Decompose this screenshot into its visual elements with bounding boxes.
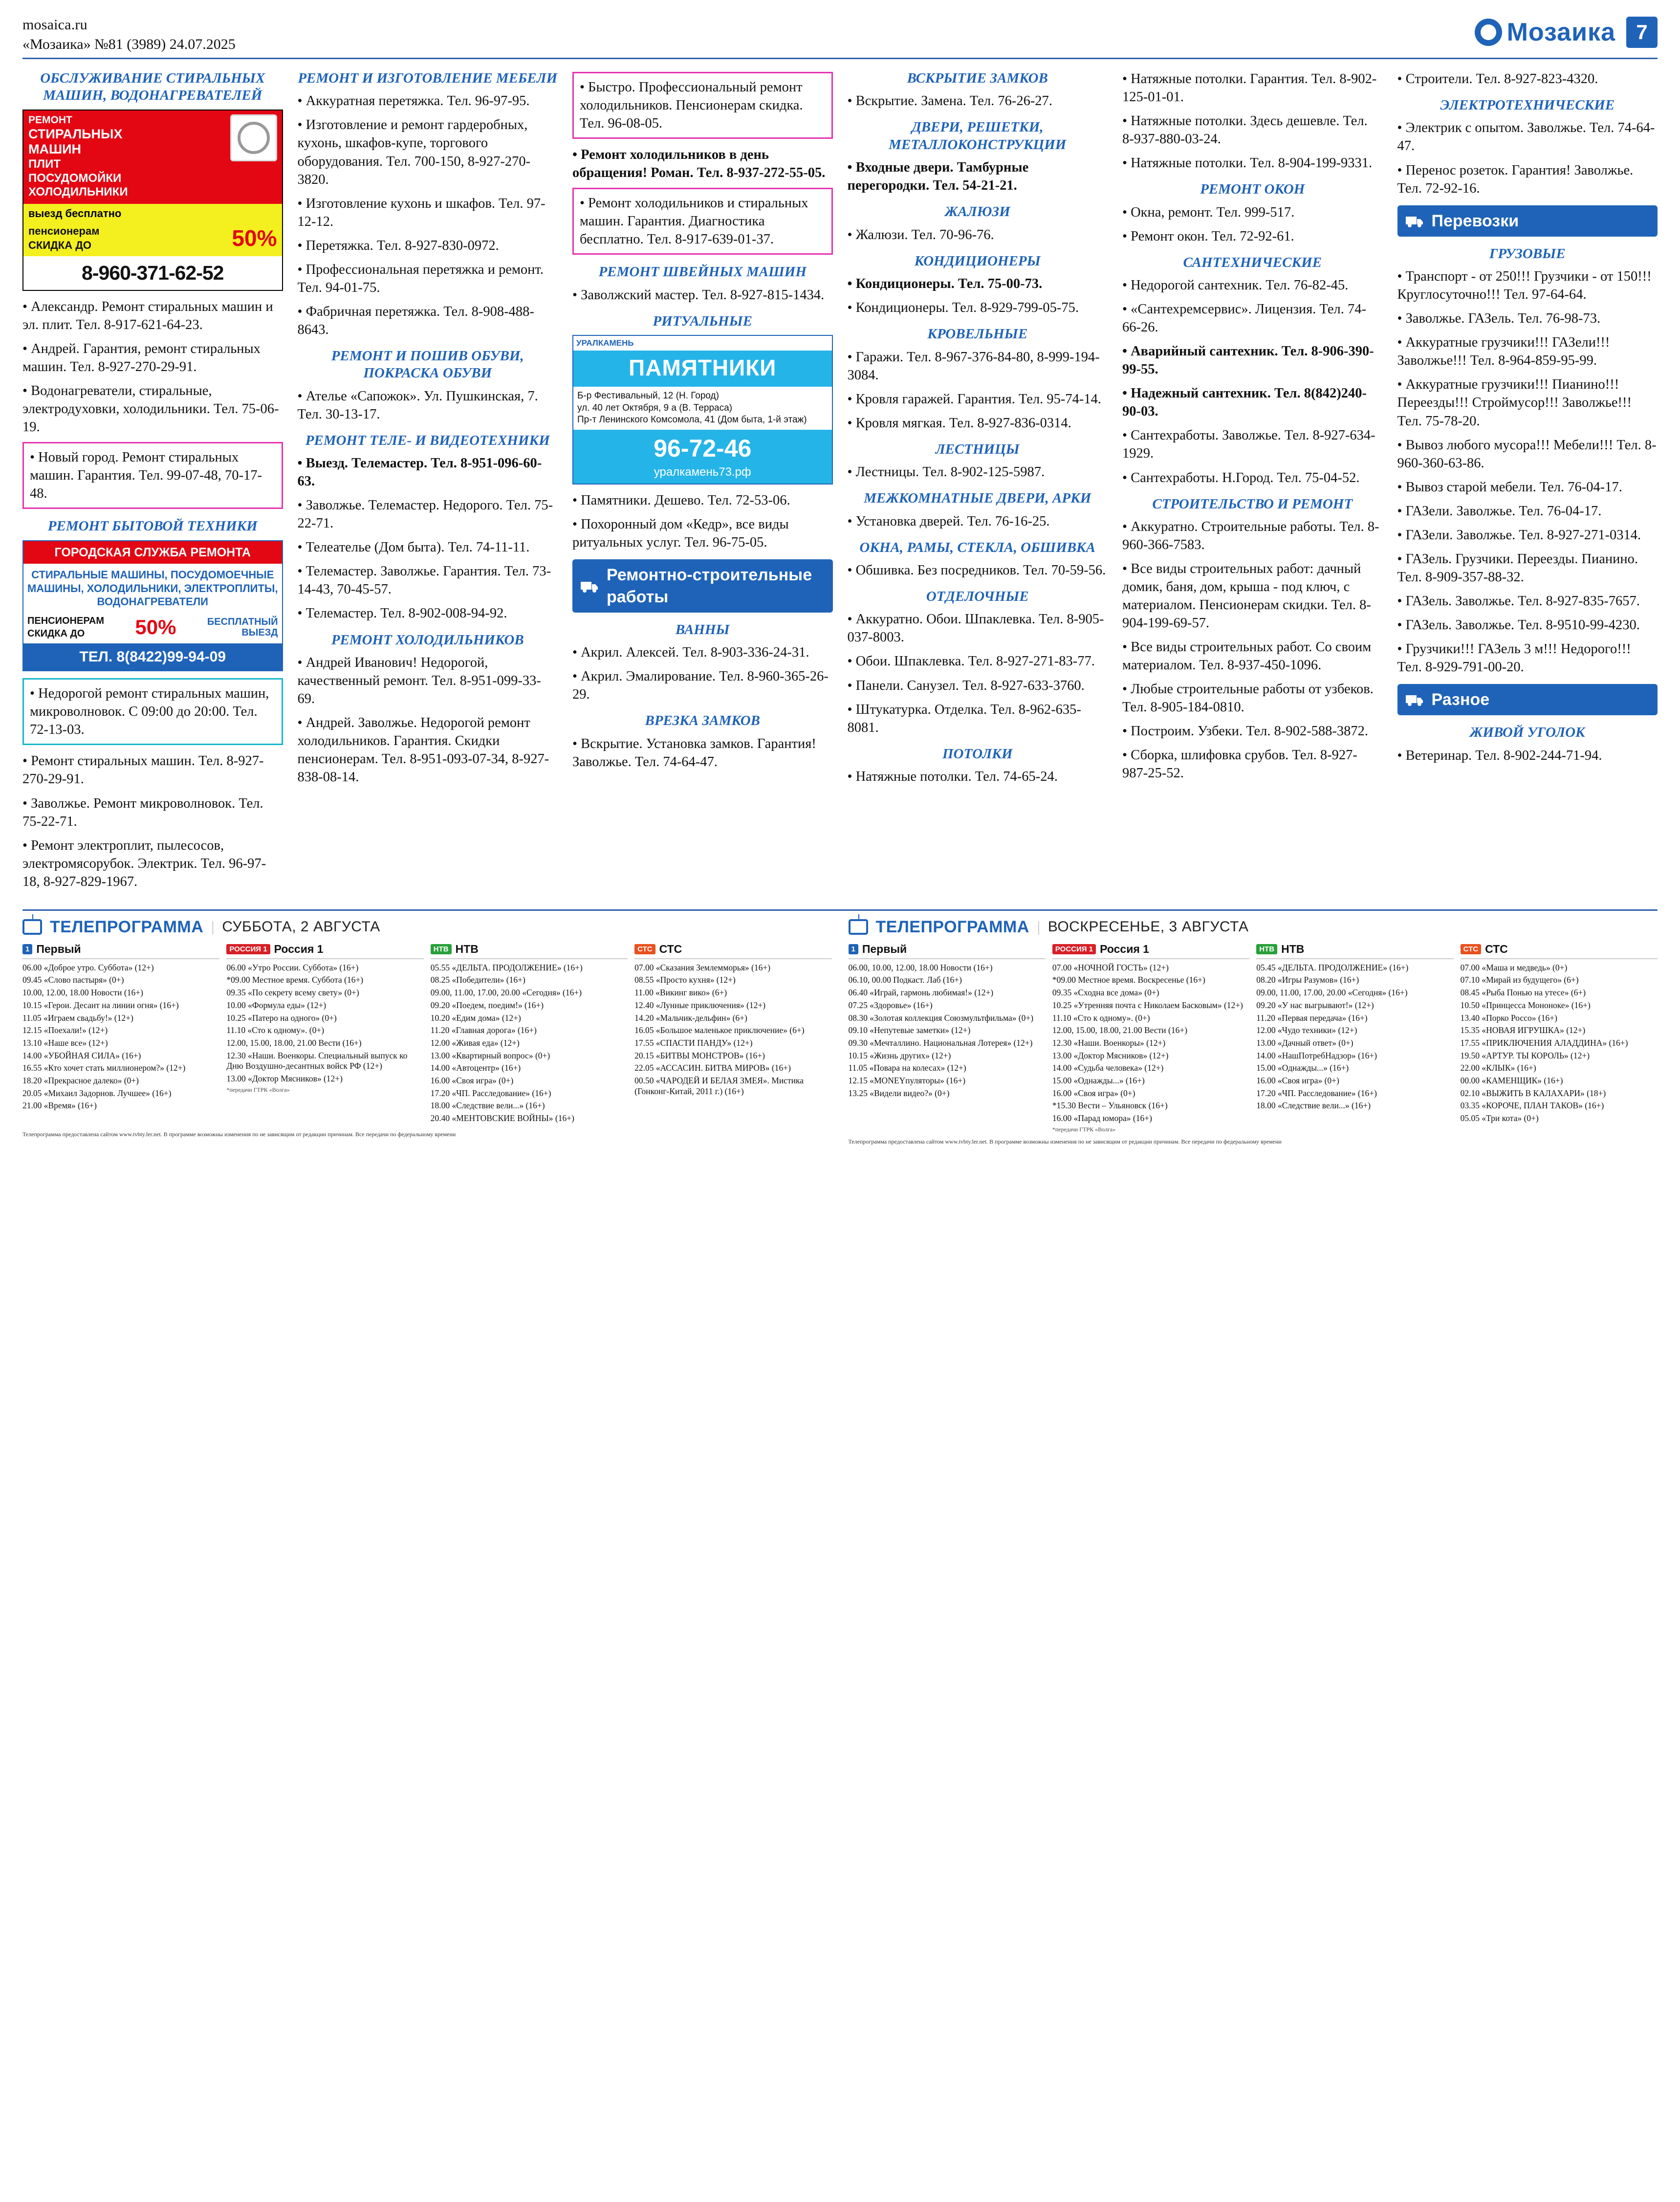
- tv-day-date: ВОСКРЕСЕНЬЕ, 3 АВГУСТА: [1047, 919, 1249, 935]
- tv-listing-item: 14.00 «УБОЙНАЯ СИЛА» (16+): [22, 1050, 141, 1060]
- classified-item: • Жалюзи. Тел. 70-96-76.: [847, 227, 994, 242]
- tv-listing-item: 13.40 «Порко Россо» (16+): [1460, 1013, 1557, 1023]
- classified-item: • Транспорт - от 250!!! Грузчики - от 150!!! Круглосуточно!!! Тел. 97-64-64.: [1397, 269, 1652, 303]
- tv-listing-item: 18.00 «Следствие вели...» (16+): [430, 1101, 545, 1111]
- classified-item: • «Сантехремсервис». Лицензия. Тел. 74-66-26.: [1122, 302, 1366, 335]
- tv-listing-item: 06.10, 00.00 Подкаст. Лаб (16+): [848, 975, 962, 985]
- classified-item: • Кондиционеры. Тел. 75-00-73.: [847, 276, 1043, 292]
- classified-item: • Вскрытие. Установка замков. Гарантия! Заволжье. Тел. 74-64-47.: [572, 736, 816, 770]
- tv-listing-item: 07.00 «Сказания Землемморья» (16+): [634, 962, 771, 972]
- tv-listing-item: 14.00 «Автоцентр» (16+): [430, 1063, 521, 1073]
- tv-listing-item: 21.00 «Время» (16+): [22, 1101, 97, 1111]
- category-heading: РЕМОНТ И ПОШИВ ОБУВИ, ПОКРАСКА ОБУВИ: [331, 348, 524, 381]
- classified-item: • Сантехработы. Н.Город. Тел. 75-04-52.: [1122, 470, 1360, 485]
- classified-item: • Ремонт окон. Тел. 72-92-61.: [1122, 228, 1294, 244]
- tv-listing-item: 02.10 «ВЫЖИТЬ В КАЛАХАРИ» (18+): [1460, 1088, 1606, 1098]
- tv-listing-item: 10.50 «Принцесса Мононоке» (16+): [1460, 1000, 1591, 1010]
- classified-item: • Натяжные потолки. Тел. 74-65-24.: [847, 769, 1058, 785]
- classified-item: • Заволжский мастер. Тел. 8-927-815-1434.: [572, 287, 825, 303]
- tv-listing-item: 09.35 «По секрету всему свету» (0+): [226, 988, 359, 998]
- ad-line-4: ПЛИТ: [28, 157, 61, 171]
- tv-listing-item: 17.20 «ЧП. Расследование» (16+): [430, 1088, 551, 1098]
- classified-item: • Штукатурка. Отделка. Тел. 8-962-635-8081.: [847, 702, 1081, 735]
- tv-listing-item: 09.20 «Поедем, поедим!» (16+): [430, 1000, 544, 1010]
- category-heading: РЕМОНТ ТЕЛЕ- И ВИДЕОТЕХНИКИ: [305, 432, 550, 448]
- classified-column: [22, 70, 283, 897]
- tv-listing-item: 14.00 «Судьба человека» (12+): [1052, 1063, 1164, 1073]
- ad-brand: УРАЛКАМЕНЬ: [576, 338, 634, 348]
- tv-listing-item: 16.55 «Кто хочет стать миллионером?» (12+): [22, 1063, 186, 1073]
- tv-listing-item: 15.35 «НОВАЯ ИГРУШКА» (12+): [1460, 1025, 1586, 1035]
- classified-item: • Перенос розеток. Гарантия! Заволжье. Тел. 72-92-16.: [1397, 162, 1634, 196]
- tv-listing-item: 22.05 «АССАСИН. БИТВА МИРОВ» (16+): [634, 1063, 791, 1073]
- classified-item: • Панели. Санузел. Тел. 8-927-633-3760.: [847, 678, 1085, 693]
- channel-name: Россия 1: [1100, 942, 1149, 955]
- classified-item: • Обшивка. Без посредников. Тел. 70-59-56.: [847, 562, 1106, 578]
- channel-name: Россия 1: [274, 942, 324, 955]
- classified-item: • Входные двери. Тамбурные перегородки. Тел. 54-21-21.: [847, 160, 1029, 194]
- ad-line-5: ПОСУДОМОЙКИ: [28, 171, 122, 185]
- ad-washing-machine-repair: [22, 110, 283, 291]
- classified-item: • Электрик с опытом. Заволжье. Тел. 74-64-47.: [1397, 120, 1655, 154]
- classified-column: [298, 70, 558, 897]
- ad-discount-value: 50%: [135, 615, 176, 639]
- tv-listing-item: 06.00 «Доброе утро. Суббота» (12+): [22, 962, 154, 972]
- category-heading: МЕЖКОМНАТНЫЕ ДВЕРИ, АРКИ: [864, 490, 1091, 506]
- tv-listing-item: 09.45 «Слово пастыря» (0+): [22, 975, 124, 985]
- classified-item: • Памятники. Дешево. Тел. 72-53-06.: [572, 493, 790, 508]
- tv-listing-item: 15.00 «Однажды...» (16+): [1256, 1063, 1349, 1073]
- tv-listing-item: 13.00 «Доктор Мясников» (12+): [1052, 1050, 1169, 1060]
- ad-site: уралкамень73.рф: [654, 465, 751, 479]
- tv-listing-item: 08.25 «Победители» (16+): [430, 975, 525, 985]
- classified-item: • Любые строительные работы от узбеков. Тел. 8-905-184-0810.: [1122, 682, 1374, 715]
- tv-listing-item: 10.25 «Утренняя почта с Николаем Басковым» (12+): [1052, 1000, 1244, 1010]
- category-heading: РЕМОНТ ОКОН: [1200, 181, 1305, 198]
- ad-title: ПАМЯТНИКИ: [629, 355, 777, 381]
- divider: |: [211, 919, 215, 935]
- classified-item: • Кровля гаражей. Гарантия. Тел. 95-74-14.: [847, 391, 1102, 407]
- tv-listing-item: 20.40 «МЕНТОВСКИЕ ВОЙНЫ» (16+): [430, 1113, 574, 1123]
- tv-program-label: ТЕЛЕПРОГРАММА: [50, 917, 204, 936]
- tv-icon: [22, 919, 42, 935]
- ad-body: СТИРАЛЬНЫЕ МАШИНЫ, ПОСУДОМОЕЧНЫЕ МАШИНЫ, ХОЛОДИЛЬНИКИ, ЭЛЕКТРОПЛИТЫ, ВОДОНАГРЕВАТЕЛИ: [23, 564, 282, 613]
- tv-listing-item: 13.10 «Наше все» (12+): [22, 1037, 108, 1048]
- classified-column: [1122, 70, 1383, 897]
- section-banner-label: Перевозки: [1431, 211, 1519, 230]
- channel-logo-icon: СТС: [1461, 944, 1481, 954]
- tv-fine-note: *передачи ГТРК «Волга»: [226, 1086, 290, 1093]
- tv-channel-grid: [849, 943, 1658, 1133]
- tv-listing-item: 12.40 «Лунные приключения» (12+): [634, 1000, 766, 1010]
- channel-logo-icon: НТВ: [431, 944, 452, 954]
- classified-item: • Натяжные потолки. Тел. 8-904-199-9331.: [1122, 155, 1373, 171]
- tv-listing-item: 08.45 «Рыба Понью на утесе» (6+): [1460, 988, 1586, 998]
- tv-listing-item: 14.20 «Мальчик-дельфин» (6+): [634, 1013, 747, 1023]
- ad-line-1: РЕМОНТ: [28, 114, 72, 126]
- ad-phone: 96-72-46: [654, 435, 752, 462]
- category-heading: ВРЕЗКА ЗАМКОВ: [645, 713, 760, 729]
- tv-listing-item: 10.15 «Герои. Десант на линии огня» (16+): [22, 1000, 179, 1010]
- classified-item: • Все виды строительных работ: дачный домик, баня, дом, крыша - под ключ, с материалом. Пенсионерам скидки. Тел. 8-904-199-69-57.: [1122, 561, 1371, 631]
- category-heading: КОНДИЦИОНЕРЫ: [914, 253, 1041, 269]
- tv-day-block: [849, 918, 1658, 1145]
- washing-machine-icon: [230, 114, 277, 161]
- highlighted-classified-box: [22, 678, 283, 745]
- category-heading: ОКНА, РАМЫ, СТЕКЛА, ОБШИВКА: [859, 539, 1096, 555]
- channel-logo-icon: РОССИЯ 1: [1052, 944, 1096, 954]
- ad-phone: 8-960-371-62-52: [23, 256, 282, 290]
- tv-listing-item: 12.15 «Поехали!» (12+): [22, 1025, 108, 1035]
- tv-listing-item: 05.55 «ДЕЛЬТА. ПРОДОЛЖЕНИЕ» (16+): [430, 962, 583, 972]
- classified-item: • Ветеринар. Тел. 8-902-244-71-94.: [1397, 748, 1602, 763]
- classified-item: • ГАЗель. Заволжье. Тел. 8-9510-99-4230.: [1397, 617, 1640, 633]
- tv-listing-item: *09.00 Местное время. Воскресенье (16+): [1052, 975, 1205, 985]
- classified-item: • Лестницы. Тел. 8-902-125-5987.: [847, 464, 1045, 480]
- classified-item: • Выезд. Телемастер. Тел. 8-951-096-60-63.: [297, 456, 542, 489]
- tv-listing-item: 05.05 «Три кота» (0+): [1460, 1113, 1539, 1123]
- channel-logo-icon: РОССИЯ 1: [226, 944, 270, 954]
- channel-name: НТВ: [1281, 942, 1305, 955]
- section-banner-label: Разное: [1431, 690, 1490, 709]
- classified-item: • Акрил. Эмалирование. Тел. 8-960-365-26-29.: [572, 669, 829, 703]
- classified-item: • Все виды строительных работ. Со своим материалом. Тел. 8-937-450-1096.: [1122, 639, 1372, 673]
- category-heading: ОТДЕЛОЧНЫЕ: [926, 588, 1029, 604]
- tv-listing-item: 06.00 «Утро России. Суббота» (16+): [226, 962, 359, 972]
- tv-listing-item: *09.00 Местное время. Суббота (16+): [226, 975, 364, 985]
- classified-column: [572, 70, 833, 897]
- tv-listing-item: 11.20 «Главная дорога» (16+): [430, 1025, 537, 1035]
- tv-listing-item: 18.20 «Прекрасное далеко» (0+): [22, 1075, 139, 1085]
- tv-channel-grid: [22, 943, 832, 1126]
- tv-listing-item: 14.00 «НашПотребНадзор» (16+): [1256, 1050, 1377, 1060]
- tv-listing-item: 12.00 «Чудо техники» (12+): [1256, 1025, 1357, 1035]
- classified-item: • Ремонт холодильников и стиральных машин. Гарантия. Диагностика бесплатно. Тел. 8-917-639-01-37.: [580, 196, 808, 247]
- classified-item: • Новый город. Ремонт стиральных машин. Гарантия. Тел. 99-07-48, 70-17-48.: [30, 450, 262, 502]
- tv-listing-item: 06.00, 10.00, 12.00, 18.00 Новости (16+): [848, 962, 993, 972]
- classified-item: • Ателье «Сапожок». Ул. Пушкинская, 7. Тел. 30-13-17.: [297, 388, 538, 422]
- site-url: mosaica.ru: [22, 17, 87, 33]
- classified-item: • Изготовление кухонь и шкафов. Тел. 97-12-12.: [297, 196, 545, 229]
- classified-item: • Недорогой ремонт стиральных машин, микроволновок. С 09:00 до 20:00. Тел. 72-13-03.: [30, 686, 269, 738]
- classified-item: • Аккуратные грузчики!!! ГАЗели!!! Заволжье!!! Тел. 8-964-859-95-99.: [1397, 335, 1610, 369]
- tv-listing-item: 12.00, 15.00, 18.00, 21.00 Вести (16+): [226, 1037, 362, 1048]
- classified-item: • Кондиционеры. Тел. 8-929-799-05-75.: [847, 300, 1079, 316]
- classified-item: • Окна, ремонт. Тел. 999-517.: [1122, 204, 1295, 220]
- classified-item: • Строители. Тел. 8-927-823-4320.: [1397, 71, 1598, 87]
- tv-channel: [849, 943, 1046, 1133]
- classified-item: • Вскрытие. Замена. Тел. 76-26-27.: [847, 93, 1052, 109]
- classified-item: • Профессиональная перетяжка и ремонт. Тел. 94-01-75.: [297, 262, 544, 295]
- classified-item: • Сборка, шлифовка срубов. Тел. 8-927-987-25-52.: [1122, 748, 1357, 781]
- category-heading: СТРОИТЕЛЬСТВО И РЕМОНТ: [1152, 496, 1353, 512]
- issue-line: «Мозаика» №81 (3989) 24.07.2025: [22, 36, 236, 52]
- tv-listing-item: 11.05 «Играем свадьбу!» (12+): [22, 1013, 133, 1023]
- highlighted-classified-box: [572, 188, 833, 255]
- category-heading: ДВЕРИ, РЕШЕТКИ, МЕТАЛЛОКОНСТРУКЦИИ: [889, 119, 1067, 153]
- tv-listing-item: 10.20 «Едим дома» (12+): [430, 1013, 521, 1023]
- tv-listing-item: 00.00 «КАМЕНЩИК» (16+): [1460, 1075, 1563, 1085]
- classified-item: • ГАЗель. Заволжье. Тел. 8-927-835-7657.: [1397, 593, 1640, 609]
- ad-address-2: ул. 40 лет Октября, 9 а (В. Терраса): [577, 402, 732, 413]
- classified-item: • ГАЗели. Заволжье. Тел. 8-927-271-0314.: [1397, 527, 1641, 543]
- tv-channel: [226, 943, 423, 1126]
- section-icon: [1405, 693, 1425, 706]
- classified-item: • Установка дверей. Тел. 76-16-25.: [847, 513, 1050, 529]
- tv-program: [22, 909, 1658, 1145]
- tv-channel: [22, 943, 219, 1126]
- classified-item: • Ремонт холодильников в день обращения! Роман. Тел. 8-937-272-55-05.: [572, 147, 826, 181]
- classified-item: • Телемастер. Тел. 8-902-008-94-92.: [297, 606, 507, 621]
- tv-listing-item: 00.50 «ЧАРОДЕЙ И БЕЛАЯ ЗМЕЯ». Мистика (Гонконг-Китай, 2011 г.) (16+): [634, 1075, 804, 1096]
- classified-column: [848, 70, 1108, 897]
- tv-icon: [849, 919, 868, 935]
- classified-item: • Обои. Шпаклевка. Тел. 8-927-271-83-77.: [847, 654, 1095, 669]
- page-number: 7: [1626, 17, 1658, 48]
- tv-channel: [1052, 943, 1249, 1133]
- tv-listing-item: 12.00, 15.00, 18.00, 21.00 Вести (16+): [1052, 1025, 1188, 1035]
- tv-listing-item: 15.00 «Однажды...» (16+): [1052, 1075, 1145, 1085]
- category-heading: ЖАЛЮЗИ: [944, 204, 1010, 220]
- masthead-right: [1475, 17, 1658, 48]
- tv-listing-item: 11.00 «Викинг вико» (6+): [634, 988, 727, 998]
- classified-item: • Заволжье. Телемастер. Недорого. Тел. 75-22-71.: [297, 498, 553, 531]
- classified-item: • Аккуратно. Строительные работы. Тел. 8-960-366-7583.: [1122, 519, 1379, 552]
- tv-listing-item: 09.35 «Сходна все дома» (0+): [1052, 988, 1159, 998]
- category-heading: ОБСЛУЖИВАНИЕ СТИРАЛЬНЫХ МАШИН, ВОДОНАГРЕВАТЕЛЕЙ: [40, 70, 265, 104]
- classified-item: • Фабричная перетяжка. Тел. 8-908-488-8643.: [297, 304, 534, 337]
- tv-day-header: [849, 918, 1658, 937]
- classified-item: • Сантехработы. Заволжье. Тел. 8-927-634-1929.: [1122, 428, 1375, 462]
- tv-listing-item: 12.30 «Наши. Военкоры. Специальный выпуск ко Дню Воздушно-десантных войск РФ (12+): [226, 1050, 408, 1071]
- ad-line-2: СТИРАЛЬНЫХ: [28, 126, 123, 141]
- tv-listing-item: 10.00, 12.00, 18.00 Новости (16+): [22, 988, 143, 998]
- section-icon: [1405, 214, 1425, 228]
- classified-item: • Гаражи. Тел. 8-967-376-84-80, 8-999-194-3084.: [847, 349, 1100, 383]
- classified-item: • Построим. Узбеки. Тел. 8-902-588-3872.: [1122, 724, 1368, 739]
- classified-item: • Аккуратная перетяжка. Тел. 96-97-95.: [297, 93, 530, 109]
- tv-day-date: СУББОТА, 2 АВГУСТА: [222, 919, 380, 935]
- tv-listing-item: 06.40 «Играй, гармонь любимая!» (12+): [848, 988, 994, 998]
- tv-listing-item: 18.00 «Следствие вели...» (16+): [1256, 1101, 1371, 1111]
- tv-listing-item: 11.05 «Повара на колесах» (12+): [848, 1063, 966, 1073]
- tv-listing-item: 10.15 «Жизнь других» (12+): [848, 1050, 951, 1060]
- tv-listing-item: 22.00 «КЛЫК» (16+): [1460, 1063, 1536, 1073]
- tv-listing-item: 10.00 «Формула еды» (12+): [226, 1000, 327, 1010]
- classified-item: • Акрил. Алексей. Тел. 8-903-336-24-31.: [572, 645, 809, 661]
- classified-item: • Натяжные потолки. Гарантия. Тел. 8-902-125-01-01.: [1122, 71, 1377, 105]
- tv-channel: [634, 943, 831, 1126]
- section-banner: [1397, 205, 1658, 237]
- channel-logo-icon: НТВ: [1256, 944, 1277, 954]
- ad-address-3: Пр-т Ленинского Комсомола, 41 (Дом быта, 1-й этаж): [577, 415, 807, 425]
- classified-item: • Недорогой сантехник. Тел. 76-82-45.: [1122, 278, 1349, 293]
- ad-line-6: ХОЛОДИЛЬНИКИ: [28, 185, 128, 198]
- tv-listing-item: 11.10 «Сто к одному». (0+): [226, 1025, 325, 1035]
- ad-phone: ТЕЛ. 8(8422)99-94-09: [23, 643, 282, 670]
- tv-listing-item: 16.00 «Своя игра» (0+): [430, 1075, 514, 1085]
- tv-channel: [1256, 943, 1453, 1133]
- channel-logo-icon: 1: [22, 944, 32, 954]
- category-heading: ЖИВОЙ УГОЛОК: [1469, 725, 1585, 741]
- classified-column: [1397, 70, 1658, 897]
- channel-logo-icon: 1: [849, 944, 858, 954]
- tv-listing-item: 03.35 «КОРОЧЕ, ПЛАН ТАКОВ» (16+): [1460, 1101, 1604, 1111]
- classified-item: • Ремонт электроплит, пылесосов, электромясорубок. Электрик. Тел. 96-97-18, 8-927-829-1967.: [22, 837, 266, 889]
- tv-listing-item: 13.00 «Дачный ответ» (0+): [1256, 1037, 1353, 1048]
- ad-free-visit: выезд бесплатно: [28, 207, 122, 220]
- ad-discount-label: пенсионерам СКИДКА ДО: [28, 225, 100, 251]
- classified-item: • Вывоз старой мебели. Тел. 76-04-17.: [1397, 479, 1622, 495]
- classifieds-grid: [22, 70, 1658, 897]
- category-heading: РЕМОНТ И ИЗГОТОВЛЕНИЕ МЕБЕЛИ: [298, 70, 558, 86]
- channel-logo-icon: СТС: [634, 944, 655, 954]
- category-heading: ГРУЗОВЫЕ: [1489, 245, 1566, 262]
- classified-item: • Быстро. Профессиональный ремонт холодильников. Пенсионерам скидка. Тел. 96-08-05.: [580, 80, 803, 132]
- logo-text: Мозаика: [1506, 18, 1615, 46]
- tv-listing-item: 16.00 «Своя игра» (0+): [1256, 1075, 1339, 1085]
- classified-item: • Водонагреватели, стиральные, электродуховки, холодильники. Тел. 75-06-19.: [22, 383, 279, 435]
- classified-item: • Вывоз любого мусора!!! Мебели!!! Тел. 8-960-360-63-86.: [1397, 437, 1657, 471]
- classified-item: • Аккуратно. Обои. Шпаклевка. Тел. 8-905-037-8003.: [847, 612, 1104, 645]
- tv-listing-item: 13.00 «Доктор Мясников» (12+): [226, 1073, 343, 1083]
- category-heading: ВАННЫ: [675, 621, 730, 638]
- tv-listing-item: 13.00 «Квартирный вопрос» (0+): [430, 1050, 550, 1060]
- masthead-left: [22, 17, 236, 53]
- tv-listing-item: 07.00 «Маша и медведь» (0+): [1460, 962, 1568, 972]
- section-banner: [1397, 684, 1658, 715]
- tv-listing-item: 08.30 «Золотая коллекция Союзмультфильма» (0+): [848, 1013, 1034, 1023]
- tv-channel: [1461, 943, 1658, 1133]
- classified-item: • Аккуратные грузчики!!! Пианино!!! Переезды!!! Строймусор!!! Заволжье!!! Тел. 75-78-20.: [1397, 377, 1632, 429]
- category-heading: РЕМОНТ ХОЛОДИЛЬНИКОВ: [331, 632, 524, 648]
- section-banner: [572, 559, 833, 612]
- classified-item: • Андрей Иванович! Недорогой, качественный ремонт. Тел. 8-951-099-33-69.: [297, 655, 541, 706]
- tv-listing-item: 20.05 «Михаил Задорнов. Лучшее» (16+): [22, 1088, 172, 1098]
- ad-line-3: МАШИН: [28, 142, 82, 157]
- logo: [1475, 18, 1615, 47]
- tv-listing-item: 20.15 «БИТВЫ МОНСТРОВ» (16+): [634, 1050, 765, 1060]
- tv-listing-item: 17.20 «ЧП. Расследование» (16+): [1256, 1088, 1377, 1098]
- category-heading: РЕМОНТ ШВЕЙНЫХ МАШИН: [598, 264, 807, 280]
- tv-listing-item: 19.50 «АРТУР. ТЫ КОРОЛЬ» (12+): [1460, 1050, 1590, 1060]
- classified-item: • Кровля мягкая. Тел. 8-927-836-0314.: [847, 415, 1071, 431]
- classified-item: • Аварийный сантехник. Тел. 8-906-390-99-55.: [1122, 344, 1374, 377]
- tv-listing-item: 12.15 «MONEYпуляторы» (16+): [848, 1075, 966, 1085]
- tv-listing-item: 05.45 «ДЕЛЬТА. ПРОДОЛЖЕНИЕ» (16+): [1256, 962, 1409, 972]
- classified-item: • Заволжье. Ремонт микроволновок. Тел. 75-22-71.: [22, 795, 263, 829]
- tv-listing-item: 11.20 «Первая передача» (16+): [1256, 1013, 1368, 1023]
- ad-monuments: [572, 335, 833, 484]
- classified-item: • Натяжные потолки. Здесь дешевле. Тел. 8-937-880-03-24.: [1122, 113, 1368, 147]
- classified-item: • Андрей. Заволжье. Недорогой ремонт холодильников. Гарантия. Скидки пенсионерам. Тел. 8-951-093-07-34, 8-927-838-08-14.: [297, 715, 549, 785]
- highlighted-classified-box: [572, 72, 833, 139]
- tv-listing-item: 09.00, 11.00, 17.00, 20.00 «Сегодня» (16+): [430, 988, 582, 998]
- channel-name: Первый: [36, 942, 81, 955]
- category-heading: ВСКРЫТИЕ ЗАМКОВ: [907, 70, 1048, 86]
- tv-disclaimer: Телепрограмма предоставлена сайтом www.tvbty.ler.net. В программе возможны изменения по не зависящим от редакции причинам. Все передачи по федеральному времени: [22, 1130, 456, 1138]
- ad-city-repair-service: [22, 540, 283, 672]
- category-heading: САНТЕХНИЧЕСКИЕ: [1183, 254, 1322, 270]
- tv-listing-item: 08.55 «Просто кухня» (12+): [634, 975, 736, 985]
- section-banner-label: Ремонтно-строительные работы: [607, 566, 812, 606]
- category-heading: ЭЛЕКТРОТЕХНИЧЕСКИЕ: [1440, 97, 1615, 113]
- tv-disclaimer: Телепрограмма предоставлена сайтом www.tvbty.ler.net. В программе возможны изменения по не зависящим от редакции причинам. Все передачи по федеральному времени: [848, 1138, 1282, 1145]
- category-heading: РЕМОНТ БЫТОВОЙ ТЕХНИКИ: [47, 518, 258, 534]
- channel-name: СТС: [1485, 942, 1508, 955]
- divider: |: [1037, 919, 1040, 935]
- ad-address-1: Б-р Фестивальный, 12 (Н. Город): [577, 391, 719, 401]
- ad-free-visit: БЕСПЛАТНЫЙ ВЫЕЗД: [207, 617, 278, 638]
- classified-item: • Заволжье. ГАЗель. Тел. 76-98-73.: [1397, 311, 1601, 327]
- classified-item: • Телемастер. Заволжье. Гарантия. Тел. 73-14-43, 70-45-57.: [297, 564, 551, 597]
- tv-listing-item: *15.30 Вести – Ульяновск (16+): [1052, 1101, 1168, 1111]
- tv-listing-item: 07.25 «Здоровье» (16+): [848, 1000, 933, 1010]
- classified-item: • Андрей. Гарантия, ремонт стиральных машин. Тел. 8-927-270-29-91.: [22, 341, 261, 374]
- tv-listing-item: 16.00 «Парад юмора» (16+): [1052, 1113, 1152, 1123]
- classified-item: • Перетяжка. Тел. 8-927-830-0972.: [297, 238, 499, 253]
- classified-item: • Телеателье (Дом быта). Тел. 74-11-11.: [297, 540, 530, 555]
- tv-listing-item: 09.20 «У нас выгрывают!» (12+): [1256, 1000, 1374, 1010]
- category-heading: КРОВЕЛЬНЫЕ: [927, 326, 1028, 342]
- channel-name: Первый: [862, 942, 907, 955]
- tv-listing-item: 16.00 «Своя игра» (0+): [1052, 1088, 1135, 1098]
- tv-fine-note: *передачи ГТРК «Волга»: [1052, 1125, 1116, 1133]
- tv-listing-item: 09.00, 11.00, 17.00, 20.00 «Сегодня» (16+): [1256, 988, 1408, 998]
- section-icon: [580, 579, 600, 593]
- tv-listing-item: 08.20 «Игры Разумов» (16+): [1256, 975, 1359, 985]
- tv-day-header: [22, 918, 832, 937]
- channel-name: НТВ: [455, 942, 479, 955]
- tv-listing-item: 09.10 «Непутевые заметки» (12+): [848, 1025, 971, 1035]
- tv-listing-item: 10.25 «Патеро на одного» (0+): [226, 1013, 337, 1023]
- tv-program-label: ТЕЛЕПРОГРАММА: [875, 917, 1029, 936]
- ad-discount-value: 50%: [232, 225, 277, 251]
- category-heading: ЛЕСТНИЦЫ: [935, 441, 1020, 457]
- ad-discount-label: ПЕНСИОНЕРАМ СКИДКА ДО: [27, 616, 105, 639]
- tv-day-block: [22, 918, 832, 1145]
- classified-item: • ГАЗель. Грузчики. Переезды. Пианино. Тел. 8-909-357-88-32.: [1397, 551, 1638, 585]
- classified-item: • ГАЗели. Заволжье. Тел. 76-04-17.: [1397, 503, 1602, 519]
- classified-item: • Надежный сантехник. Тел. 8(842)240-90-03.: [1122, 386, 1367, 419]
- tv-listing-item: 07.00 «НОЧНОЙ ГОСТЬ» (12+): [1052, 962, 1169, 972]
- tv-listing-item: 11.10 «Сто к одному». (0+): [1052, 1013, 1150, 1023]
- tv-listing-item: 12.00 «Живая еда» (12+): [430, 1037, 520, 1048]
- tv-listing-item: 16.05 «Большое маленькое приключение» (6+): [634, 1025, 805, 1035]
- classified-item: • Александр. Ремонт стиральных машин и эл. плит. Тел. 8-917-621-64-23.: [22, 299, 273, 332]
- masthead: [22, 17, 1658, 59]
- classified-item: • Изготовление и ремонт гардеробных, кухонь, шкафов-купе, торгового оборудования. Тел. 700-150, 8-927-270-3820.: [297, 117, 531, 187]
- tv-listing-item: 09.30 «Мечталлино. Национальная Лотерея» (12+): [848, 1037, 1033, 1048]
- tv-channel: [431, 943, 628, 1126]
- category-heading: РИТУАЛЬНЫЕ: [653, 313, 753, 329]
- logo-mark-icon: [1475, 19, 1502, 46]
- channel-name: СТС: [659, 942, 682, 955]
- highlighted-classified-box: [22, 442, 283, 509]
- tv-listing-item: 17.55 «ПРИКЛЮЧЕНИЯ АЛАДДИНА» (16+): [1460, 1037, 1628, 1048]
- tv-listing-item: 12.30 «Наши. Военкоры» (12+): [1052, 1037, 1166, 1048]
- classified-item: • Похоронный дом «Кедр», все виды ритуальных услуг. Тел. 96-75-05.: [572, 517, 789, 550]
- classified-item: • Ремонт стиральных машин. Тел. 8-927-270-29-91.: [22, 753, 264, 787]
- tv-listing-item: 13.25 «Видели видео?» (0+): [848, 1088, 950, 1098]
- ad-header: ГОРОДСКАЯ СЛУЖБА РЕМОНТА: [23, 541, 282, 564]
- category-heading: ПОТОЛКИ: [942, 746, 1013, 762]
- tv-listing-item: 17.55 «СПАСТИ ПАНДУ» (12+): [634, 1037, 753, 1048]
- tv-listing-item: 07.10 «Мирай из будущего» (6+): [1460, 975, 1579, 985]
- classified-item: • Грузчики!!! ГАЗель 3 м!!! Недорого!!! Тел. 8-929-791-00-20.: [1397, 641, 1631, 675]
